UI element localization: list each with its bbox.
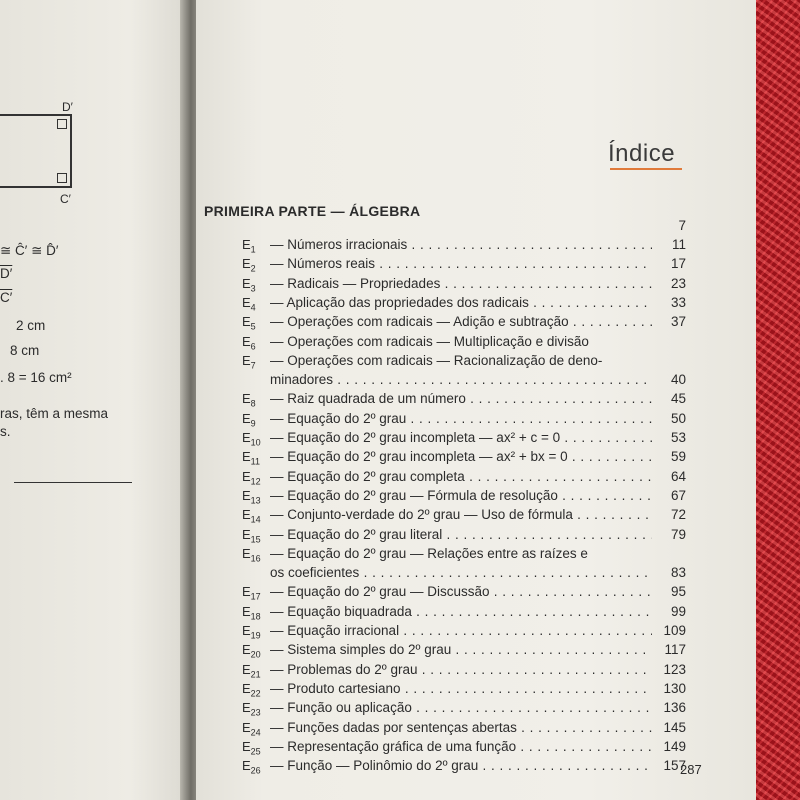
toc-entry-code: $E_8$	[242, 391, 256, 409]
toc-entry-title: — Radicais — Propriedades . . .	[270, 276, 652, 291]
toc-entry-title: — Equação do 2º grau — Fórmula de resolução . . .	[270, 488, 652, 503]
toc-entry-code: $E_{19}$	[242, 623, 261, 641]
toc-entry-title: — Operações com radicais — Multiplicação e divisão	[270, 333, 589, 349]
body-text: ras, têm a mesma	[0, 406, 109, 421]
toc-entry	[204, 372, 686, 390]
toc-entry-title: — Produto cartesiano . . .	[270, 681, 652, 696]
toc-entry	[204, 700, 686, 718]
toc-entry	[204, 469, 686, 487]
toc-entry-title: — Equação biquadrada . . .	[270, 604, 652, 619]
toc-entry-code: $E_2$	[242, 256, 256, 274]
toc-page-number: 59	[670, 449, 686, 465]
toc-entry	[204, 488, 686, 506]
toc-entry	[204, 584, 686, 602]
toc-entry-code: $E_{17}$	[242, 584, 261, 602]
toc-entry-code: $E_3$	[242, 275, 256, 294]
toc-entry-title: — Representação gráfica de uma função . . .	[270, 739, 652, 754]
toc-entry-title: — Problemas do 2º grau . . .	[270, 662, 652, 677]
segment-label: C′	[0, 290, 13, 305]
toc-entry-title: — Operações com radicais — Racionalização de deno-	[270, 352, 603, 368]
toc-entry-code: $E_6$	[242, 333, 256, 352]
toc-entry-title: — Equação do 2º grau completa . . .	[270, 469, 652, 484]
toc-entry	[204, 334, 686, 352]
toc-entry	[204, 662, 686, 680]
toc-entry-code: $E_{15}$	[242, 526, 261, 545]
toc-page-number: 53	[670, 430, 686, 445]
toc-entry-code: $E_9$	[242, 410, 256, 429]
toc-page-number: 7	[678, 218, 686, 233]
toc-entry-code: $E_4$	[242, 294, 256, 313]
toc-entry-title: — Equação do 2º grau — Discussão . . .	[270, 584, 652, 599]
toc-entry	[204, 720, 686, 738]
toc-entry-code: $E_{11}$	[242, 449, 261, 467]
toc-entry	[204, 449, 686, 467]
toc-entry-code: $E_5$	[242, 314, 256, 332]
measure-text: 8 cm	[10, 343, 40, 358]
toc-entry-code: $E_{16}$	[242, 545, 261, 564]
toc-page-number: 117	[664, 642, 686, 658]
toc-entry-title: minadores . . .	[270, 372, 652, 387]
toc-entry-title: — Aplicação das propriedades dos radicais . . .	[270, 295, 652, 310]
toc-page-number: 95	[670, 584, 686, 600]
vertex-label-d: D′	[62, 100, 73, 114]
toc-entry-code: $E_{20}$	[242, 642, 261, 660]
toc-entry-code: $E_{23}$	[242, 700, 261, 718]
toc-page-number: 149	[663, 738, 686, 754]
right-angle-mark	[57, 173, 67, 183]
toc-entry-code: $E_{10}$	[242, 430, 261, 448]
toc-page-number: 17	[670, 256, 686, 272]
toc-page-number: 40	[670, 372, 686, 388]
toc-entry	[204, 237, 686, 255]
toc-page-number: 83	[670, 565, 686, 581]
toc-entry-code: $E_{24}$	[242, 719, 261, 738]
vertex-label-c: C′	[60, 192, 71, 206]
toc-entry-code: $E_{22}$	[242, 680, 261, 699]
toc-entry	[204, 565, 686, 583]
toc-entry-title: — Função — Polinômio do 2º grau . . .	[270, 758, 652, 773]
toc-page-number: 109	[663, 623, 686, 638]
segment-label: D′	[0, 266, 13, 281]
toc-entry	[204, 430, 686, 448]
toc-entry	[204, 256, 686, 274]
toc-entry-code: $E_7$	[242, 352, 256, 371]
toc-entry	[204, 391, 686, 409]
toc-intro-row	[204, 218, 686, 236]
toc-entry	[204, 527, 686, 545]
toc-entry-title: — Função ou aplicação . . .	[270, 700, 652, 715]
toc-page-number: 64	[670, 468, 686, 484]
toc-page-number: 99	[670, 603, 686, 619]
page-number: 287	[680, 762, 702, 777]
right-angle-mark	[57, 119, 67, 129]
toc-page-number: 23	[670, 275, 686, 291]
toc-entry-title: — Equação do 2º grau literal . . .	[270, 527, 652, 542]
toc-entry-title: — Equação do 2º grau incompleta — ax² + c = 0 . . .	[270, 430, 652, 445]
measure-text: 2 cm	[16, 318, 46, 333]
toc-entry-code: $E_1$	[242, 237, 256, 255]
toc-entry-code: $E_{14}$	[242, 507, 261, 525]
toc-entry-code: $E_{21}$	[242, 661, 261, 680]
toc-entry	[204, 758, 686, 776]
toc-entry-title: — Números irracionais . . .	[270, 237, 652, 252]
toc-entry-code: $E_{12}$	[242, 468, 261, 487]
toc-entry-title: — Números reais . . .	[270, 256, 652, 271]
left-page	[0, 0, 186, 800]
toc-page-number: 136	[663, 700, 686, 716]
toc-entry-code: $E_{13}$	[242, 487, 261, 506]
toc-entry	[204, 604, 686, 622]
area-result: . 8 = 16 cm²	[0, 370, 72, 385]
answer-line	[14, 482, 132, 483]
toc-entry-code: $E_{18}$	[242, 603, 261, 622]
toc-page-number: 72	[670, 507, 686, 523]
toc-page-number: 33	[670, 294, 686, 310]
toc-page-number: 50	[670, 410, 686, 426]
toc-entry-code: $E_{25}$	[242, 738, 261, 757]
toc-page-number: 157	[663, 758, 686, 774]
toc-entry	[204, 623, 686, 641]
right-page	[196, 0, 756, 800]
toc-entry	[204, 314, 686, 332]
toc-entry	[204, 295, 686, 313]
toc-page-number: 79	[670, 526, 686, 542]
toc-entry-title: — Funções dadas por sentenças abertas . . .	[270, 720, 652, 735]
toc-page-number: 37	[670, 314, 686, 330]
toc-entry	[204, 411, 686, 429]
toc-entry-title: — Equação do 2º grau . . .	[270, 411, 652, 426]
toc-entry	[204, 507, 686, 525]
toc-page-number: 45	[670, 391, 686, 407]
toc-entry-code: $E_{26}$	[242, 758, 261, 776]
toc-page-number: 145	[663, 719, 686, 735]
page-title: Índice	[608, 140, 676, 167]
toc-entry-title: — Sistema simples do 2º grau . . .	[270, 642, 652, 657]
title-underline	[610, 168, 682, 170]
toc-entry-title: os coeficientes . . .	[270, 565, 652, 580]
body-text: s.	[0, 424, 11, 439]
toc-page-number: 123	[663, 661, 686, 677]
toc-entry	[204, 739, 686, 757]
toc-page-number: 130	[663, 680, 686, 696]
rectangle-figure	[0, 114, 72, 188]
toc-entry	[204, 276, 686, 294]
toc-entry-title: — Conjunto-verdade do 2º grau — Uso de fórmula . . .	[270, 507, 652, 522]
toc-entry	[204, 681, 686, 699]
toc-entry-title: — Equação do 2º grau incompleta — ax² + bx = 0 . . .	[270, 449, 652, 464]
toc-entry-title: — Operações com radicais — Adição e subtração . . .	[270, 314, 652, 329]
toc-page-number: 11	[671, 237, 686, 252]
toc-page-number: 67	[670, 487, 686, 503]
toc-entry-title: — Equação do 2º grau — Relações entre as raízes e	[270, 545, 588, 561]
toc-entry-title: — Raiz quadrada de um número . . .	[270, 391, 652, 406]
toc-entry	[204, 642, 686, 660]
toc-entry-title: — Equação irracional . . .	[270, 623, 652, 638]
toc-entry	[204, 353, 686, 371]
toc-entry	[204, 546, 686, 564]
congruence-line: ≅ Ĉ′ ≅ D̂′	[0, 243, 59, 258]
part-heading: PRIMEIRA PARTE — ÁLGEBRA	[204, 203, 421, 219]
